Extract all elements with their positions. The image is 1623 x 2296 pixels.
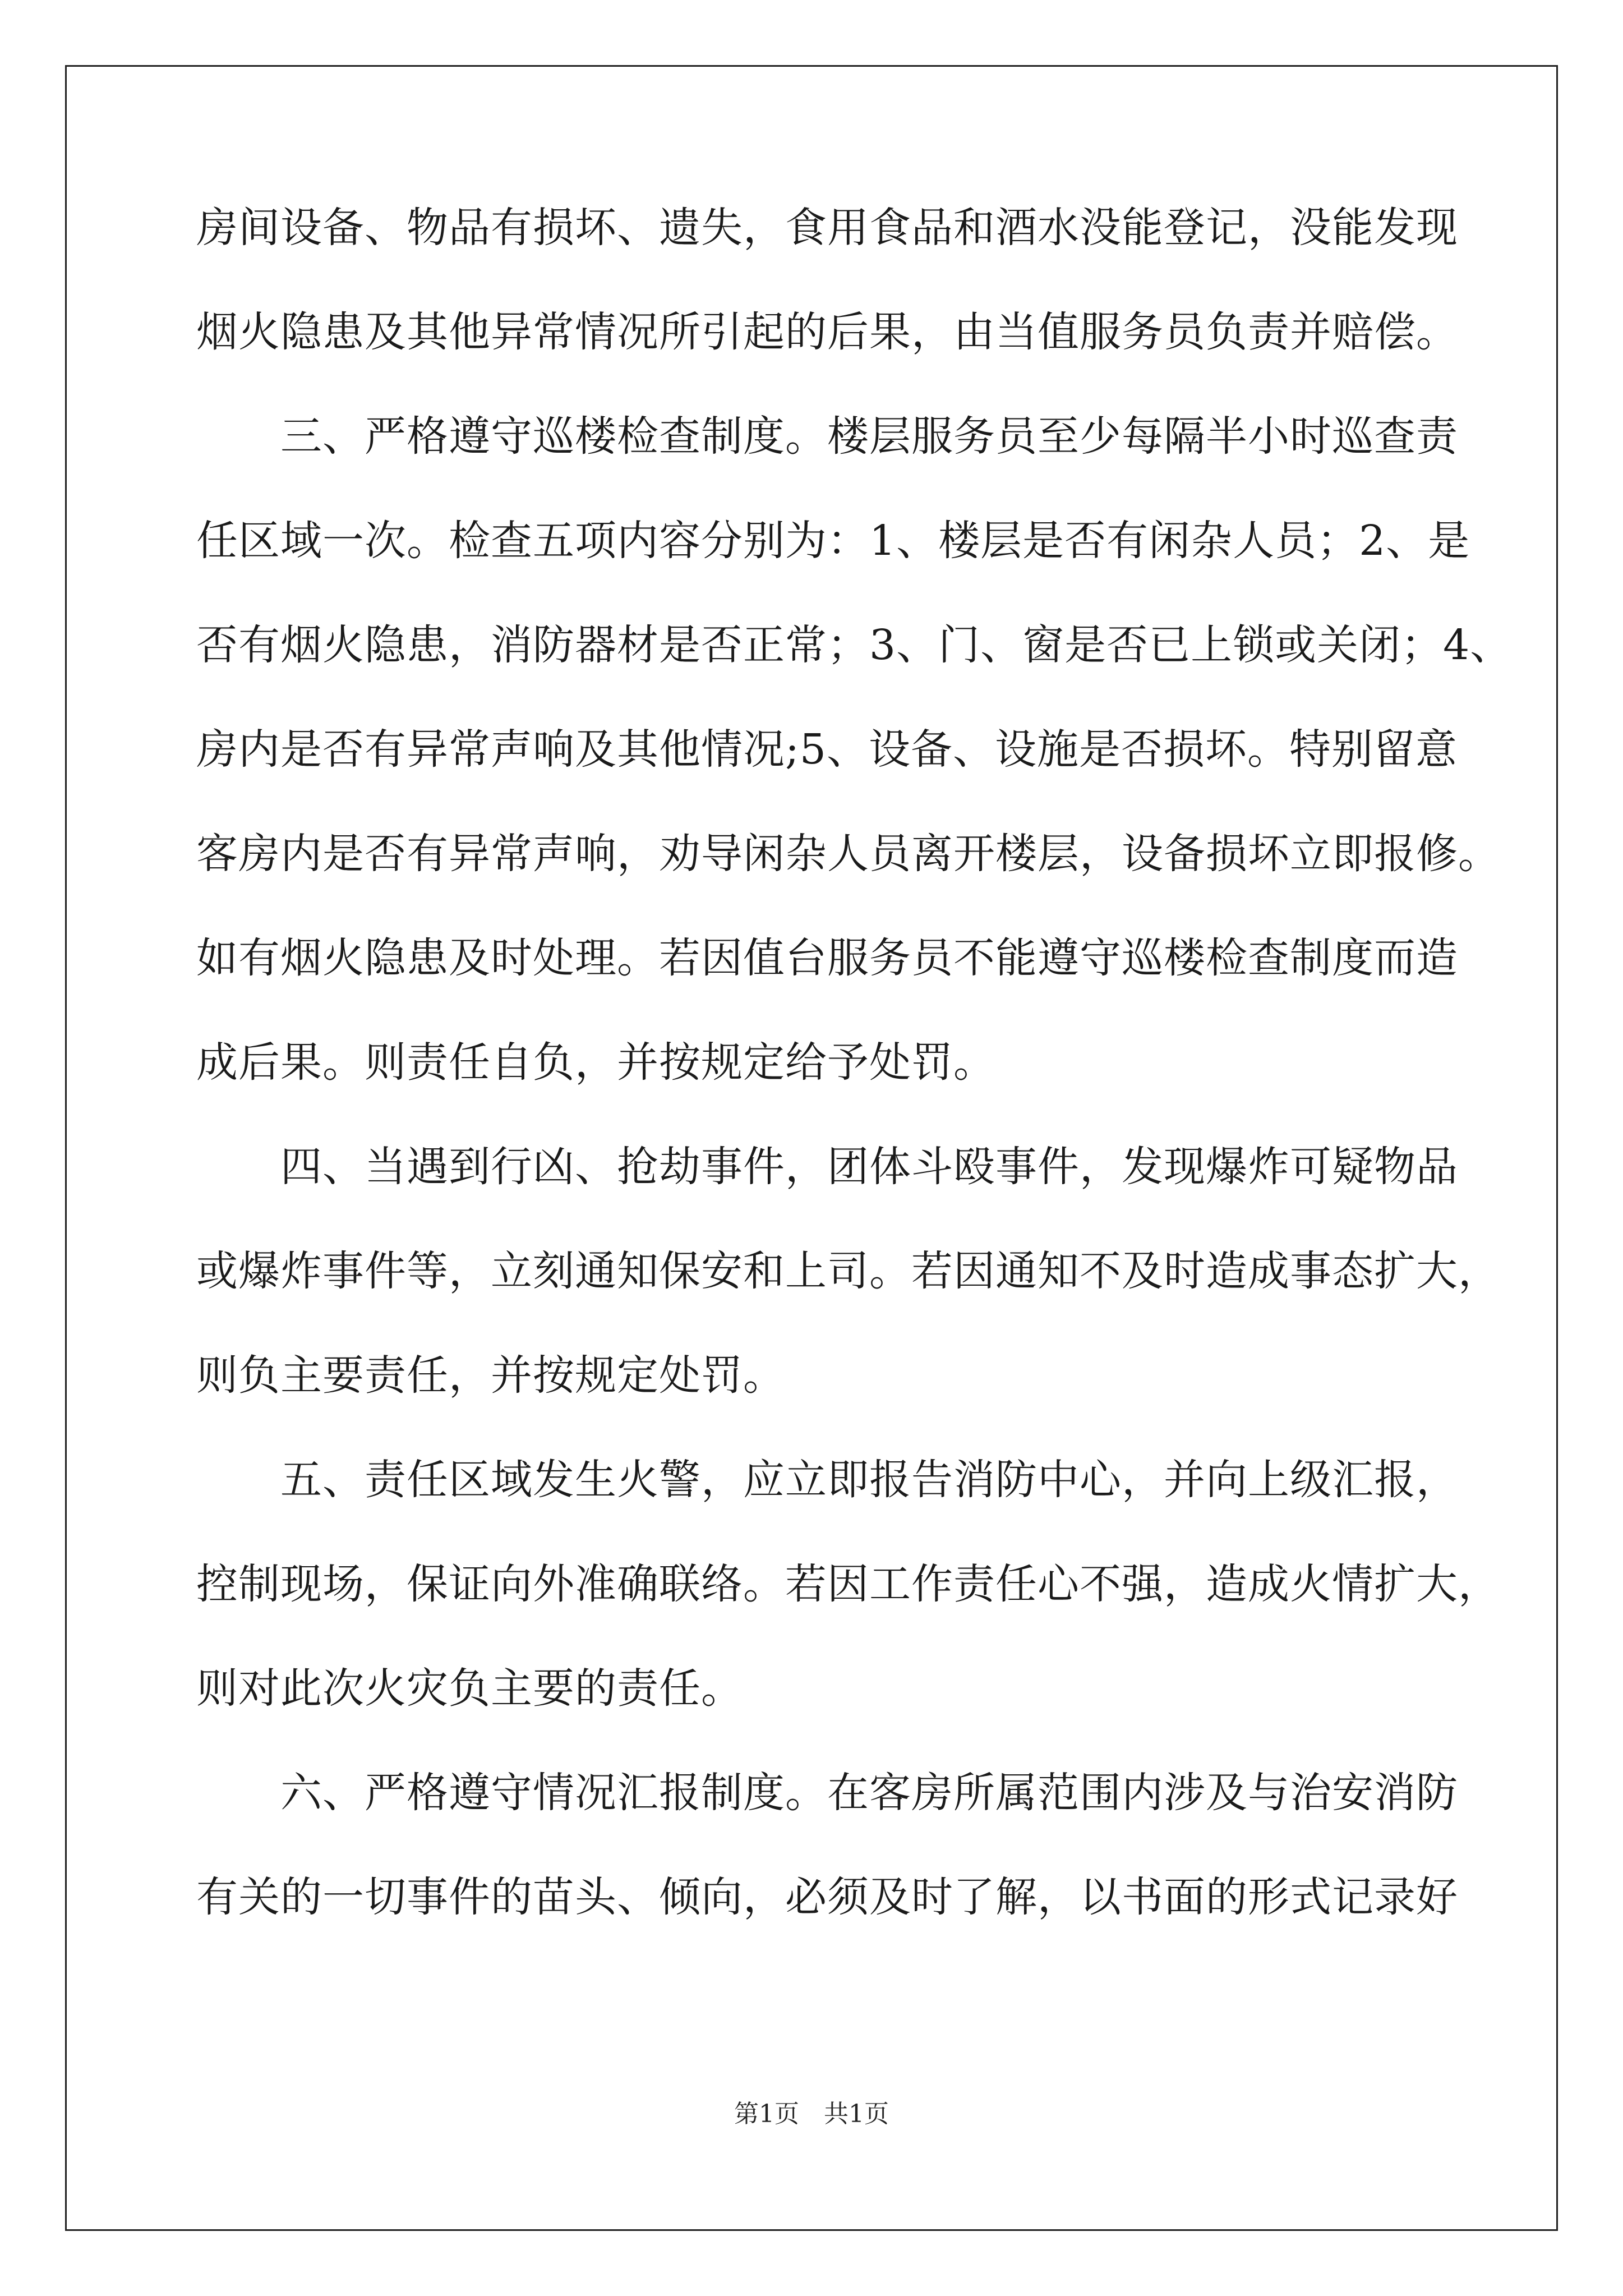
paragraph-3-line: 三、严格遵守巡楼检查制度。楼层服务员至少每隔半小时巡查责 [196, 412, 1458, 461]
text-line: 客房内是否有异常声响，劝导闲杂人员离开楼层，设备损坏立即报修。 [196, 830, 1500, 878]
text-line: 则负主要责任，并按规定处罚。 [196, 1351, 785, 1400]
text-line: 房内是否有异常声响及其他情况;5、设备、设施是否损坏。特别留意 [196, 725, 1458, 774]
document-body [196, 202, 1513, 1924]
text-line: 房间设备、物品有损坏、遗失，食用食品和酒水没能登记，没能发现 [196, 204, 1458, 252]
text-line: 烟火隐患及其他异常情况所引起的后果，由当值服务员负责并赔偿。 [196, 308, 1458, 356]
text-line: 否有烟火隐患，消防器材是否正常；3、门、窗是否已上锁或关闭；4、 [196, 621, 1513, 669]
text-line: 有关的一切事件的苗头、倾向，必须及时了解，以书面的形式记录好 [196, 1873, 1458, 1921]
text-line: 成后果。则责任自负，并按规定给予处罚。 [196, 1038, 995, 1087]
paragraph-6-line: 六、严格遵守情况汇报制度。在客房所属范围内涉及与治安消防 [196, 1769, 1458, 1817]
paragraph-5-line: 五、责任区域发生火警，应立即报告消防中心，并向上级汇报， [196, 1456, 1458, 1504]
text-line: 如有烟火隐患及时处理。若因值台服务员不能遵守巡楼检查制度而造 [196, 934, 1458, 982]
text-line: 则对此次火灾负主要的责任。 [196, 1664, 743, 1713]
text-line: 任区域一次。检查五项内容分别为：1、楼层是否有闲杂人员；2、是 [196, 517, 1470, 565]
text-line: 控制现场，保证向外准确联络。若因工作责任心不强，造成火情扩大， [196, 1560, 1500, 1608]
text-line: 或爆炸事件等，立刻通知保安和上司。若因通知不及时造成事态扩大， [196, 1247, 1500, 1295]
paragraph-4-line: 四、当遇到行凶、抢劫事件，团体斗殴事件，发现爆炸可疑物品 [196, 1143, 1458, 1191]
page-number-footer: 第1页 共1页 [734, 2100, 889, 2128]
